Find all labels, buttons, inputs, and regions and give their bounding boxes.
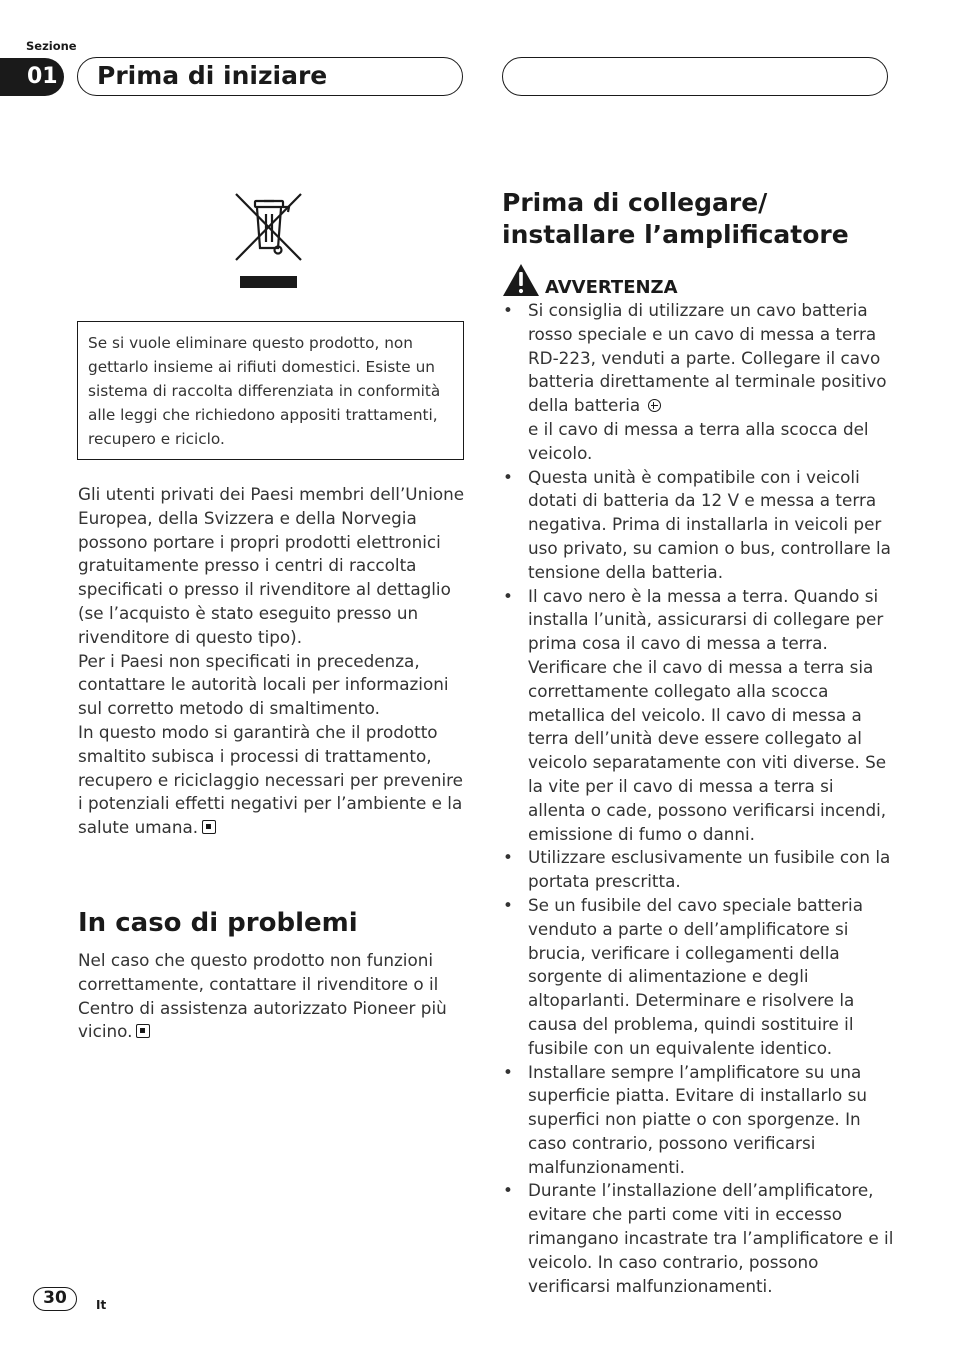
list-item: • Il cavo nero è la messa a terra. Quando si installa l’unità, assicurarsi di collegare per prima cosa il cavo di messa a terra. Verificare che il cavo di messa a terra sia correttamente collegato alla scocca metallica del veicolo. Il cavo di messa a terra dell’unità deve essere collegato al veicolo separatamente con viti diverse. Se la vite per il cavo di messa a terra si allenta o cade, possono verificarsi incendi, emissione di fumo o danni.	[502, 585, 894, 847]
disposal-paragraphs	[78, 483, 468, 840]
warning-item-text: Si consiglia di utilizzare un cavo batteria rosso speciale e un cavo di messa a terra RD-223, venduti a parte. Collegare il cavo batteria direttamente al terminale positivo della batteria	[528, 300, 887, 416]
install-heading	[502, 187, 849, 251]
end-of-section-icon	[202, 820, 216, 834]
crossed-out-wheeled-bin-icon	[231, 190, 307, 292]
install-heading-line2: installare l’amplificatore	[502, 220, 849, 249]
language-label: It	[96, 1298, 107, 1312]
warning-triangle-icon	[502, 263, 540, 297]
list-item: • Se un fusibile del cavo speciale batteria venduto a parte o dell’amplificatore si brucia, verificare i collegamenti della sorgente di alimentazione e degli altoparlanti. Determinare e risolvere la causa del problema, quindi sostituire il fusibile con un equivalente identico.	[502, 894, 894, 1061]
problems-heading: In caso di problemi	[78, 908, 358, 938]
disposal-notice-box	[77, 321, 464, 460]
warning-list	[502, 299, 894, 1298]
list-item	[502, 299, 894, 466]
positive-terminal-icon	[648, 399, 661, 412]
problems-text: Nel caso che questo prodotto non funzioni correttamente, contattare il rivenditore o il Centro di assistenza autorizzato Pioneer più vicino.	[78, 950, 447, 1042]
warning-item-text: e il cavo di messa a terra alla scocca del veicolo.	[528, 418, 869, 463]
section-title-frame	[77, 57, 463, 96]
right-header-frame	[502, 57, 888, 96]
disposal-paragraph-text: In questo modo si garantirà che il prodotto smaltito subisca i processi di trattamento, recupero e riciclaggio necessari per prevenire i potenziali effetti negativi per l’ambiente e la salute umana.	[78, 721, 463, 838]
section-label: Sezione	[26, 39, 77, 53]
list-item: • Utilizzare esclusivamente un fusibile con la portata prescritta.	[502, 846, 894, 894]
install-heading-line1: Prima di collegare/	[502, 188, 768, 217]
section-number-badge: 01	[0, 58, 64, 96]
list-item: • Installare sempre l’amplificatore su una superficie piatta. Evitare di installarlo su superfici non piatte o con sporgenze. In caso contrario, possono verificarsi malfunzionamenti.	[502, 1061, 894, 1180]
page-number: 30	[33, 1287, 77, 1311]
disposal-paragraph	[78, 721, 468, 840]
disposal-paragraph: Gli utenti privati dei Paesi membri dell’Unione Europea, della Svizzera e della Norvegia possono portare i propri prodotti elettronici gratuitamente presso i centri di raccolta specificati o presso il rivenditore al dettaglio (se l’acquisto è stato eseguito presso un rivenditore di questo tipo).	[78, 484, 465, 647]
warning-label: AVVERTENZA	[545, 277, 678, 298]
end-of-section-icon	[136, 1024, 150, 1038]
disposal-paragraph: Per i Paesi non specificati in precedenza, contattare le autorità locali per informazioni sul corretto metodo di smaltimento.	[78, 650, 449, 719]
problems-body	[78, 949, 468, 1044]
list-item: • Durante l’installazione dell’amplificatore, evitare che parti come viti in eccesso rimangano incastrate tra l’amplificatore e il veicolo. In caso contrario, possono verificarsi malfunzionamenti.	[502, 1179, 894, 1298]
section-title: Prima di iniziare	[97, 61, 328, 90]
disposal-notice-text: Se si vuole eliminare questo prodotto, non gettarlo insieme ai rifiuti domestici. Esiste un sistema di raccolta differenziata in conformità alle leggi che richiedono appositi trattamenti, recupero e riciclo.	[88, 334, 441, 448]
list-item: • Questa unità è compatibile con i veicoli dotati di batteria da 12 V e messa a terra negativa. Prima di installarla in veicoli per uso privato, su camion o bus, controllare la tensione della batteria.	[502, 466, 894, 585]
